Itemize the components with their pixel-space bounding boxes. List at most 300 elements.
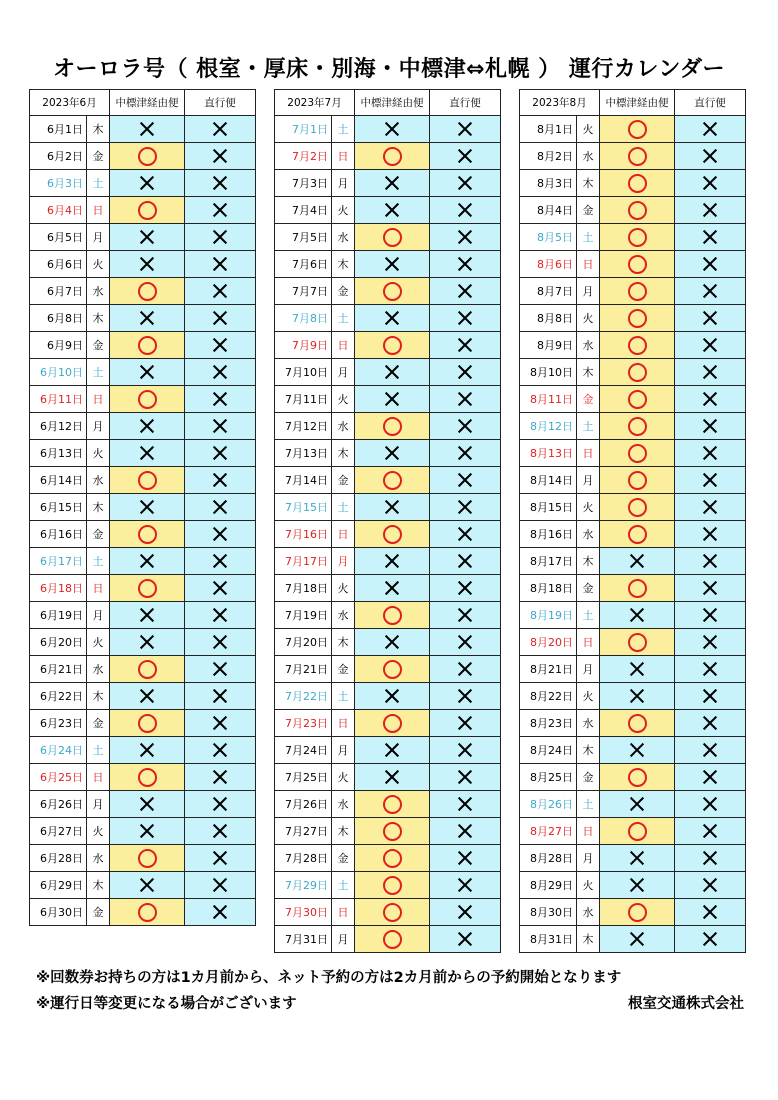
cross-icon	[213, 608, 227, 622]
direct-service-status	[675, 305, 746, 332]
circle-icon	[383, 903, 402, 922]
direct-service-status	[675, 818, 746, 845]
via-service-status	[355, 629, 430, 656]
cross-icon	[213, 689, 227, 703]
date-cell: 8月21日	[520, 656, 577, 683]
circle-icon	[628, 282, 647, 301]
weekday-cell: 日	[577, 818, 600, 845]
date-cell: 7月11日	[275, 386, 332, 413]
via-service-status	[355, 521, 430, 548]
cross-icon	[213, 419, 227, 433]
via-service-status	[600, 521, 675, 548]
via-service-status	[600, 116, 675, 143]
weekday-cell: 金	[87, 143, 110, 170]
cross-icon	[385, 770, 399, 784]
cross-icon	[385, 122, 399, 136]
circle-icon	[628, 390, 647, 409]
cross-icon	[140, 446, 154, 460]
table-row	[520, 413, 746, 440]
direct-service-status	[185, 197, 256, 224]
via-service-status	[600, 386, 675, 413]
table-row	[30, 899, 256, 926]
direct-service-status	[675, 710, 746, 737]
weekday-cell: 日	[577, 251, 600, 278]
date-cell: 7月18日	[275, 575, 332, 602]
direct-service-status	[185, 413, 256, 440]
cross-icon	[458, 797, 472, 811]
table-row	[30, 143, 256, 170]
direct-service-status	[430, 278, 501, 305]
cross-icon	[458, 419, 472, 433]
weekday-cell: 月	[332, 737, 355, 764]
cross-icon	[213, 284, 227, 298]
circle-icon	[383, 471, 402, 490]
direct-service-status	[430, 359, 501, 386]
weekday-cell: 月	[87, 224, 110, 251]
month-label: 2023年7月	[275, 90, 355, 116]
date-cell: 6月4日	[30, 197, 87, 224]
weekday-cell: 木	[87, 116, 110, 143]
table-row	[30, 764, 256, 791]
weekday-cell: 水	[332, 224, 355, 251]
cross-icon	[458, 176, 472, 190]
via-service-status	[355, 467, 430, 494]
direct-service-status	[430, 116, 501, 143]
via-service-status	[110, 683, 185, 710]
via-service-status	[600, 467, 675, 494]
table-row	[520, 224, 746, 251]
table-row	[520, 143, 746, 170]
weekday-cell: 木	[87, 305, 110, 332]
via-service-status	[355, 143, 430, 170]
date-cell: 8月9日	[520, 332, 577, 359]
cross-icon	[458, 743, 472, 757]
weekday-cell: 金	[577, 575, 600, 602]
date-cell: 8月29日	[520, 872, 577, 899]
direct-service-status	[675, 359, 746, 386]
table-row	[520, 764, 746, 791]
date-cell: 6月16日	[30, 521, 87, 548]
circle-icon	[138, 903, 157, 922]
weekday-cell: 水	[577, 143, 600, 170]
direct-service-status	[185, 170, 256, 197]
date-cell: 6月27日	[30, 818, 87, 845]
cross-icon	[703, 338, 717, 352]
direct-service-status	[185, 521, 256, 548]
weekday-cell: 木	[87, 683, 110, 710]
direct-service-status	[675, 737, 746, 764]
via-service-status	[355, 575, 430, 602]
weekday-cell: 火	[87, 440, 110, 467]
weekday-cell: 金	[332, 278, 355, 305]
cross-icon	[703, 446, 717, 460]
weekday-cell: 土	[87, 359, 110, 386]
cross-icon	[385, 635, 399, 649]
circle-icon	[383, 282, 402, 301]
table-row	[30, 791, 256, 818]
date-cell: 7月8日	[275, 305, 332, 332]
cross-icon	[213, 878, 227, 892]
table-row	[30, 575, 256, 602]
via-service-status	[110, 251, 185, 278]
cross-icon	[140, 500, 154, 514]
calendar-june	[29, 89, 256, 926]
via-service-status	[110, 602, 185, 629]
circle-icon	[628, 336, 647, 355]
cross-icon	[458, 446, 472, 460]
date-cell: 7月14日	[275, 467, 332, 494]
via-service-status	[600, 737, 675, 764]
weekday-cell: 日	[332, 710, 355, 737]
weekday-cell: 水	[87, 656, 110, 683]
weekday-cell: 火	[577, 116, 600, 143]
direct-service-status	[675, 602, 746, 629]
table-row	[30, 818, 256, 845]
via-service-status	[600, 899, 675, 926]
direct-service-status	[675, 791, 746, 818]
date-cell: 7月4日	[275, 197, 332, 224]
via-service-status	[355, 278, 430, 305]
cross-icon	[458, 581, 472, 595]
via-service-status	[600, 143, 675, 170]
cross-icon	[458, 311, 472, 325]
cross-icon	[213, 149, 227, 163]
direct-service-status	[675, 575, 746, 602]
weekday-cell: 土	[577, 791, 600, 818]
circle-icon	[383, 822, 402, 841]
weekday-cell: 火	[87, 251, 110, 278]
weekday-cell: 月	[577, 467, 600, 494]
via-service-status	[110, 845, 185, 872]
cross-icon	[213, 743, 227, 757]
cross-icon	[213, 527, 227, 541]
table-row	[275, 845, 501, 872]
direct-service-status	[430, 926, 501, 953]
direct-service-status	[185, 359, 256, 386]
weekday-cell: 金	[332, 467, 355, 494]
via-service-status	[110, 710, 185, 737]
circle-icon	[383, 660, 402, 679]
via-service-status	[110, 224, 185, 251]
date-cell: 7月26日	[275, 791, 332, 818]
cross-icon	[630, 851, 644, 865]
cross-icon	[140, 257, 154, 271]
circle-icon	[628, 579, 647, 598]
direct-service-status	[675, 683, 746, 710]
via-service-status	[600, 170, 675, 197]
direct-service-status	[430, 791, 501, 818]
table-row	[520, 305, 746, 332]
direct-service-status	[185, 548, 256, 575]
cross-icon	[385, 311, 399, 325]
table-row	[520, 548, 746, 575]
date-cell: 8月26日	[520, 791, 577, 818]
via-service-status	[355, 683, 430, 710]
cross-icon	[703, 176, 717, 190]
weekday-cell: 金	[332, 656, 355, 683]
via-service-status	[355, 440, 430, 467]
weekday-cell: 土	[332, 494, 355, 521]
direct-service-status	[430, 899, 501, 926]
date-cell: 6月19日	[30, 602, 87, 629]
weekday-cell: 火	[577, 683, 600, 710]
cross-icon	[213, 500, 227, 514]
calendar-header-row	[520, 90, 746, 116]
cross-icon	[703, 122, 717, 136]
cross-icon	[630, 932, 644, 946]
circle-icon	[138, 660, 157, 679]
weekday-cell: 水	[577, 332, 600, 359]
direct-service-status	[430, 548, 501, 575]
date-cell: 7月29日	[275, 872, 332, 899]
weekday-cell: 月	[332, 926, 355, 953]
cross-icon	[385, 500, 399, 514]
cross-icon	[458, 905, 472, 919]
via-service-status	[355, 494, 430, 521]
cross-icon	[703, 716, 717, 730]
cross-icon	[213, 554, 227, 568]
direct-service-status	[675, 494, 746, 521]
circle-icon	[138, 147, 157, 166]
direct-service-status	[430, 224, 501, 251]
date-cell: 7月25日	[275, 764, 332, 791]
weekday-cell: 水	[332, 413, 355, 440]
direct-service-status	[675, 899, 746, 926]
direct-service-status	[675, 656, 746, 683]
weekday-cell: 日	[332, 521, 355, 548]
month-label: 2023年6月	[30, 90, 110, 116]
date-cell: 7月28日	[275, 845, 332, 872]
direct-service-status	[430, 845, 501, 872]
table-row	[275, 575, 501, 602]
weekday-cell: 月	[577, 278, 600, 305]
table-row	[275, 899, 501, 926]
via-service-status	[110, 629, 185, 656]
date-cell: 7月22日	[275, 683, 332, 710]
date-cell: 7月21日	[275, 656, 332, 683]
cross-icon	[458, 635, 472, 649]
table-row	[275, 818, 501, 845]
via-service-status	[110, 278, 185, 305]
table-row	[275, 332, 501, 359]
cross-icon	[703, 743, 717, 757]
cross-icon	[458, 716, 472, 730]
table-row	[275, 224, 501, 251]
via-service-status	[110, 818, 185, 845]
via-service-status	[600, 278, 675, 305]
cross-icon	[458, 230, 472, 244]
date-cell: 6月29日	[30, 872, 87, 899]
weekday-cell: 土	[332, 305, 355, 332]
weekday-cell: 木	[332, 251, 355, 278]
cross-icon	[703, 257, 717, 271]
cross-icon	[703, 554, 717, 568]
date-cell: 7月2日	[275, 143, 332, 170]
via-service-status	[600, 197, 675, 224]
table-row	[275, 548, 501, 575]
cross-icon	[703, 878, 717, 892]
via-service-status	[600, 413, 675, 440]
circle-icon	[628, 120, 647, 139]
direct-service-status	[430, 872, 501, 899]
direct-service-status	[430, 386, 501, 413]
direct-service-status	[675, 116, 746, 143]
weekday-cell: 月	[87, 791, 110, 818]
date-cell: 8月18日	[520, 575, 577, 602]
weekday-cell: 木	[332, 440, 355, 467]
date-cell: 8月12日	[520, 413, 577, 440]
table-row	[275, 494, 501, 521]
date-cell: 6月21日	[30, 656, 87, 683]
circle-icon	[383, 606, 402, 625]
weekday-cell: 土	[332, 872, 355, 899]
date-cell: 6月18日	[30, 575, 87, 602]
direct-service-status	[675, 521, 746, 548]
via-service-status	[355, 359, 430, 386]
cross-icon	[458, 824, 472, 838]
table-row	[520, 197, 746, 224]
date-cell: 6月8日	[30, 305, 87, 332]
cross-icon	[703, 851, 717, 865]
direct-service-status	[185, 683, 256, 710]
weekday-cell: 火	[577, 872, 600, 899]
via-service-status	[355, 413, 430, 440]
circle-icon	[628, 147, 647, 166]
circle-icon	[383, 930, 402, 949]
cross-icon	[458, 527, 472, 541]
direct-service-status	[185, 872, 256, 899]
calendar-august	[519, 89, 746, 953]
date-cell: 8月27日	[520, 818, 577, 845]
circle-icon	[138, 390, 157, 409]
table-row	[30, 656, 256, 683]
weekday-cell: 水	[87, 845, 110, 872]
weekday-cell: 木	[577, 359, 600, 386]
table-row	[30, 602, 256, 629]
circle-icon	[628, 174, 647, 193]
via-service-status	[355, 305, 430, 332]
direct-service-status	[430, 305, 501, 332]
direct-service-status	[430, 467, 501, 494]
table-row	[30, 386, 256, 413]
via-service-status	[110, 386, 185, 413]
weekday-cell: 月	[332, 359, 355, 386]
date-cell: 6月3日	[30, 170, 87, 197]
table-row	[520, 521, 746, 548]
via-service-status	[600, 305, 675, 332]
direct-service-status	[675, 143, 746, 170]
cross-icon	[140, 554, 154, 568]
direct-service-status	[185, 629, 256, 656]
cross-icon	[703, 230, 717, 244]
circle-icon	[138, 768, 157, 787]
date-cell: 8月14日	[520, 467, 577, 494]
cross-icon	[458, 770, 472, 784]
table-row	[275, 926, 501, 953]
cross-icon	[213, 122, 227, 136]
circle-icon	[138, 579, 157, 598]
cross-icon	[703, 905, 717, 919]
cross-icon	[213, 851, 227, 865]
date-cell: 7月6日	[275, 251, 332, 278]
direct-service-status	[430, 170, 501, 197]
table-row	[30, 170, 256, 197]
cross-icon	[630, 797, 644, 811]
table-row	[30, 278, 256, 305]
cross-icon	[703, 392, 717, 406]
cross-icon	[458, 554, 472, 568]
weekday-cell: 月	[332, 170, 355, 197]
via-service-status	[355, 737, 430, 764]
via-service-status	[600, 251, 675, 278]
table-row	[520, 467, 746, 494]
weekday-cell: 金	[577, 197, 600, 224]
circle-icon	[628, 768, 647, 787]
cross-icon	[458, 392, 472, 406]
date-cell: 8月6日	[520, 251, 577, 278]
weekday-cell: 水	[577, 710, 600, 737]
weekday-cell: 金	[577, 764, 600, 791]
circle-icon	[383, 336, 402, 355]
table-row	[275, 872, 501, 899]
direct-service-status	[430, 494, 501, 521]
cross-icon	[458, 878, 472, 892]
cross-icon	[703, 500, 717, 514]
cross-icon	[213, 797, 227, 811]
circle-icon	[628, 201, 647, 220]
table-row	[30, 629, 256, 656]
table-row	[520, 629, 746, 656]
table-row	[30, 116, 256, 143]
date-cell: 6月7日	[30, 278, 87, 305]
direct-service-status	[430, 683, 501, 710]
via-service-status	[355, 926, 430, 953]
direct-service-status	[185, 494, 256, 521]
circle-icon	[628, 363, 647, 382]
date-cell: 6月24日	[30, 737, 87, 764]
cross-icon	[140, 824, 154, 838]
date-cell: 8月17日	[520, 548, 577, 575]
table-row	[275, 791, 501, 818]
cross-icon	[630, 662, 644, 676]
direct-service-status	[430, 737, 501, 764]
via-service-status	[110, 440, 185, 467]
table-row	[520, 251, 746, 278]
cross-icon	[703, 932, 717, 946]
date-cell: 6月14日	[30, 467, 87, 494]
table-row	[30, 683, 256, 710]
weekday-cell: 水	[87, 467, 110, 494]
direct-service-status	[430, 602, 501, 629]
direct-service-status	[430, 332, 501, 359]
via-service-status	[110, 575, 185, 602]
circle-icon	[628, 903, 647, 922]
cross-icon	[213, 716, 227, 730]
cross-icon	[213, 581, 227, 595]
table-row	[30, 197, 256, 224]
direct-service-status	[675, 440, 746, 467]
circle-icon	[628, 255, 647, 274]
table-row	[30, 467, 256, 494]
cross-icon	[458, 257, 472, 271]
cross-icon	[703, 203, 717, 217]
date-cell: 8月31日	[520, 926, 577, 953]
cross-icon	[140, 230, 154, 244]
circle-icon	[383, 525, 402, 544]
circle-icon	[383, 417, 402, 436]
cross-icon	[703, 365, 717, 379]
date-cell: 7月7日	[275, 278, 332, 305]
